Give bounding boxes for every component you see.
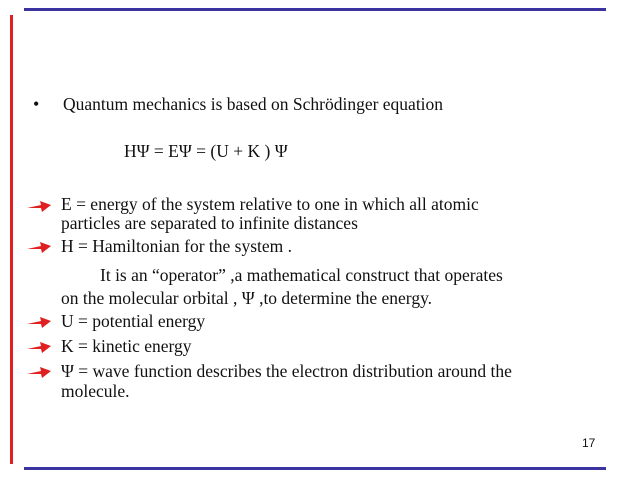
arrow-icon [26, 197, 52, 213]
energy-definition: E = energy of the system relative to one in which all atomic [61, 194, 479, 214]
left-rule [10, 15, 13, 464]
wave-function: Ψ = wave function describes the electron distribution around the [61, 361, 512, 381]
bullet: • [33, 94, 40, 114]
intro-text: Quantum mechanics is based on Schrödinger equation [63, 94, 444, 114]
schrodinger-equation: HΨ = EΨ = (U + K ) Ψ [124, 141, 288, 161]
potential-energy: U = potential energy [61, 311, 206, 331]
hamiltonian-definition: H = Hamiltonian for the system . [61, 236, 293, 256]
bottom-rule [24, 467, 606, 470]
operator-description: It is an “operator” ,a mathematical construct that operates [100, 265, 503, 285]
top-rule [24, 8, 606, 11]
energy-definition-cont: particles are separated to infinite distances [61, 213, 358, 233]
kinetic-energy: K = kinetic energy [61, 336, 192, 356]
arrow-icon [26, 363, 52, 379]
arrow-icon [26, 313, 52, 329]
arrow-icon [26, 238, 52, 254]
arrow-icon [26, 338, 52, 354]
operator-description-cont: on the molecular orbital , Ψ ,to determine the energy. [61, 288, 433, 308]
wave-function-cont: molecule. [61, 381, 130, 401]
page-number: 17 [582, 436, 596, 450]
